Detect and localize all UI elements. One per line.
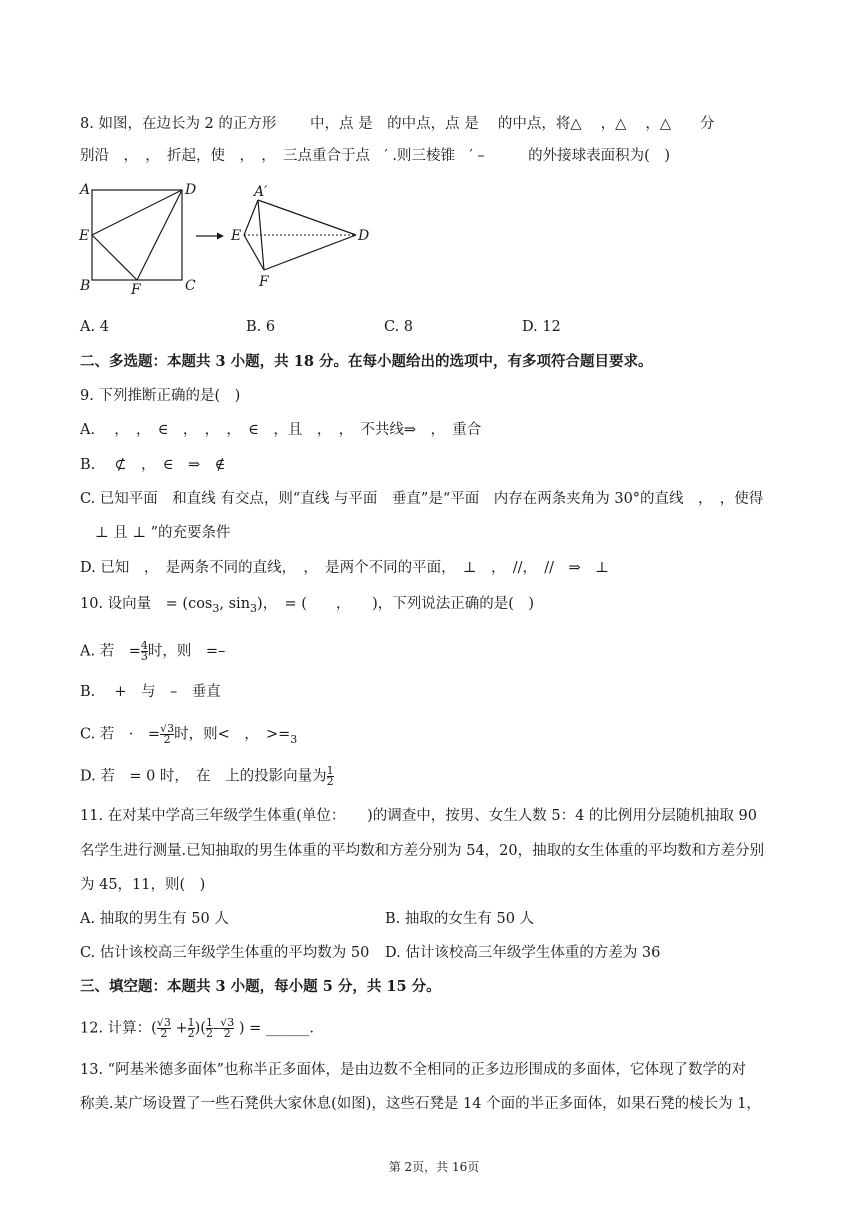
page-footer: 第 2页，共 16页 [388,1160,480,1174]
q9-option-c-line2: ⊥ 且 ⊥ ”的充要条件 [95,525,231,541]
q8-option-d: D. 12 [522,319,561,335]
q13-line2: 称美.某广场设置了一些石凳供大家休息(如图)，这些石凳是 14 个面的半正多面体，如果石凳的棱长为 1， [80,1096,761,1112]
frac-sqrt3-2: $\frac{√3}{2}$ [160,724,175,745]
edge-fd [264,235,356,270]
label-a-prime: A′ [254,184,268,200]
q8-figure [74,178,384,300]
q8-line1: 8. 如图，在边长为 2 的正方形 中，点 是 的中点，点 是 的中点，将△ ，△ ，△ 分 [80,116,715,132]
q9-stem: 9. 下列推断正确的是( ) [80,388,241,404]
q8-option-a: A. 4 [80,319,109,335]
segment-ed [92,190,182,235]
q11-option-a: A. 抽取的男生有 50 人 [80,911,229,927]
label-e: E [79,228,90,244]
q9-option-a: A. ， ， ∈ ， ， ， ∈ ，且 ， ， 不共线⇒ ， 重合 [80,422,482,438]
q11-line3: 为 45，11，则( ) [80,877,206,893]
q11-option-c: C. 估计该校高三年级学生体重的平均数为 50 [80,945,370,961]
q9-option-b: B. ⊄ ， ∈ ⇒ ∉ [80,457,226,473]
frac-pi-over-3-a: 3 [212,602,220,614]
label-d2: D [358,228,370,244]
q8-option-b: B. 6 [246,319,276,335]
q11-option-d: D. 估计该校高三年级学生体重的方差为 36 [385,945,661,961]
frac-sqrt3-2-a: $\frac{√3}{2}$ [156,1018,171,1039]
label-c: C [185,278,196,294]
q8-line2: 别沿 ， ， 折起，使 ， ， 三点重合于点 ′ .则三棱锥 ′ – 的外接球表面积为( ) [80,148,670,164]
arrow-head-icon [217,233,224,240]
square-abcd [92,190,182,280]
q9-option-c-line1: C. 已知平面 和直线 有交点，则“直线 与平面 垂直”是“平面 内存在两条夹角为 30°的直线 ， ，使得 [80,491,764,507]
frac-1-2-b: $\frac{1}{2}$ [205,1018,213,1039]
label-a: A [80,182,91,198]
frac-over-3: 3 [290,732,298,745]
edge-ae [244,200,258,235]
q9-option-d: D. 已知 ， 是两条不同的直线， ， 是两个不同的平面， ⊥ ， //， // ⇒ ⊥ [80,560,609,576]
frac-1-2-a: $\frac{1}{2}$ [187,1018,195,1039]
q10-stem: 10. 设向量 = (cos 3 , sin 3 )， = ( ， )，下列说法正确的是( ) [80,596,535,614]
edge-ad [258,200,356,235]
label-e2: E [231,228,242,244]
section2-heading: 二、多选题：本题共 3 小题，共 18 分。在每小题给出的选项中，有多项符合题目要求。 [80,353,653,370]
section3-heading: 三、填空题：本题共 3 小题，每小题 5 分，共 15 分。 [80,978,441,995]
frac-1-2: $\frac{1}{2}$ [326,766,334,787]
label-d: D [185,182,197,198]
frac-4-3: $\frac{4}{3}$ [140,641,148,662]
fold-diagram [74,178,384,300]
q11-option-b: B. 抽取的女生有 50 人 [385,911,535,927]
q10-option-c: C. 若 · = $\frac{√3}{2}$ 时，则< ， >= 3 [80,724,298,745]
segment-ef [92,235,137,280]
label-f2: F [259,274,269,290]
label-b: B [80,278,91,294]
frac-sqrt3-2-b: $\frac{√3}{2}$ [220,1018,235,1039]
q13-line1: 13. “阿基米德多面体”也称半正多面体，是由边数不全相同的正多边形围成的多面体，它体现了数学的对 [80,1062,746,1078]
q10-option-d: D. 若 = 0 时， 在 上的投影向量为 $\frac{1}{2}$ [80,766,334,787]
q12-line: 12. 计算：( $\frac{√3}{2}$ + $\frac{1}{2}$ )( $\frac{1}{2}$ – $\frac{√3}{2}$ ) = ______. [80,1018,314,1039]
frac-pi-over-3-b: 3 [250,602,258,614]
q10-option-a: A. 若 = $\frac{4}{3}$ 时，则 =– [80,641,226,662]
label-f: F [131,282,141,298]
q11-line1: 11. 在对某中学高三年级学生体重(单位： )的调查中，按男、女生人数 5：4 的比例用分层随机抽取 90 [80,808,757,824]
segment-fd [137,190,182,280]
q10-option-b: B. + 与 – 垂直 [80,684,221,700]
q8-option-c: C. 8 [384,319,414,335]
q11-line2: 名学生进行测量.已知抽取的男生体重的平均数和方差分别为 54，20，抽取的女生体重的平均数和方差分别 [80,843,765,859]
